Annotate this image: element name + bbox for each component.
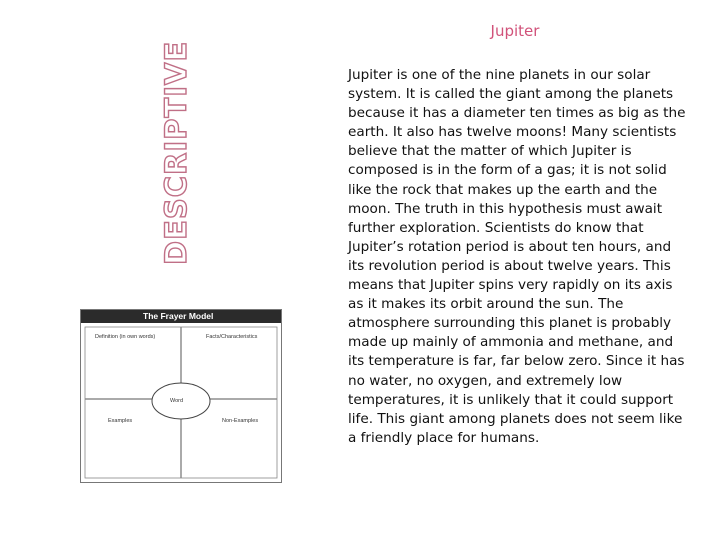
frayer-model-diagram — [80, 309, 282, 483]
frayer-model-header: The Frayer Model — [81, 310, 281, 323]
page-title: Jupiter — [490, 22, 540, 40]
frayer-word-label: Word — [170, 398, 184, 404]
frayer-nonexamples-label: Non-Examples — [222, 418, 259, 424]
descriptive-vertical-label: DESCRIPTIVE — [159, 40, 193, 265]
frayer-facts-label: Facts/Characteristics — [206, 334, 258, 340]
jupiter-description-paragraph: Jupiter is one of the nine planets in our solar system. It is called the giant among the planets because it has a diameter ten times as big as the earth. It also has twelve moons! Many scientists believe that the matter of which Jupiter is composed is in the form of a gas; it is not solid like the rock that makes up the earth and the moon. The truth in this hypothesis must await further exploration. Scientists do know that Jupiter’s rotation period is about ten hours, and its revolution period is about twelve years. This means that Jupiter spins very rapidly on its axis as it makes its orbit around the sun. The atmosphere surrounding this planet is probably made up mainly of ammonia and methane, and its temperature is far, far below zero. Since it has no water, no oxygen, and extremely low temperatures, it is unlikely that it could support life. This giant among planets does not seem like a friendly place for humans. — [348, 67, 686, 446]
frayer-examples-label: Examples — [108, 418, 133, 424]
frayer-definition-label: Definition (in own words) — [95, 334, 156, 340]
